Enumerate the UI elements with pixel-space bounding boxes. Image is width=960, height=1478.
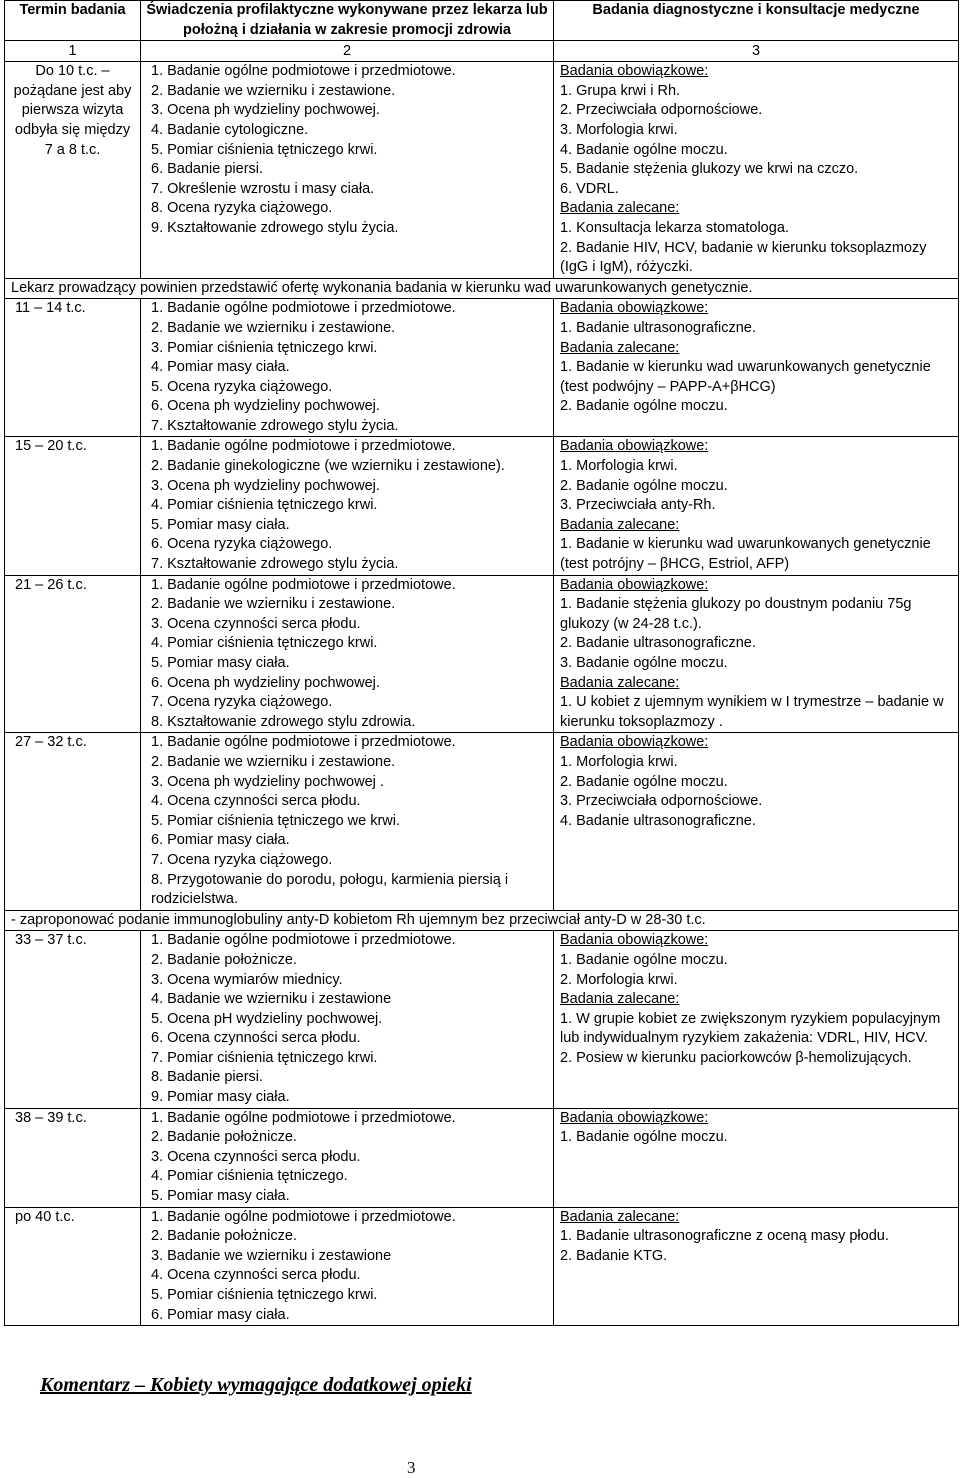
diagnostics-cell [554, 733, 959, 910]
diagnostic-item: 3. Morfologia krwi. [560, 121, 678, 138]
services-cell [141, 1108, 554, 1207]
service-item: 6. Pomiar masy ciała. [151, 832, 290, 849]
services-cell [141, 931, 554, 1108]
diagnostic-item: 1. Morfologia krwi. [560, 458, 678, 475]
diagnostic-item: 1. Badanie ogólne moczu. [560, 1129, 728, 1146]
diagnostics-heading: Badania obowiązkowe: [560, 300, 709, 317]
diagnostics-heading: Badania obowiązkowe: [560, 63, 709, 80]
diagnostics-heading: Badania zalecane: [560, 1208, 680, 1225]
diagnostic-item: 1. Konsultacja lekarza stomatologa. [560, 219, 789, 236]
service-item: 4. Pomiar ciśnienia tętniczego krwi. [151, 635, 378, 652]
diagnostics-heading: Badania zalecane: [560, 339, 680, 356]
table-body [5, 1, 959, 1326]
service-item: 5. Pomiar ciśnienia tętniczego we krwi. [151, 812, 401, 829]
diagnostics-heading: Badania obowiązkowe: [560, 438, 709, 455]
service-item: 2. Badanie ginekologiczne (we wzierniku i zestawione). [151, 458, 505, 475]
term-cell: po 40 t.c. [5, 1207, 141, 1326]
services-cell [141, 62, 554, 279]
header-diagnostics: Badania diagnostyczne i konsultacje medyczne [554, 1, 959, 41]
service-item: 1. Badanie ogólne podmiotowe i przedmiotowe. [151, 932, 456, 949]
diagnostic-item: 3. Przeciwciała anty-Rh. [560, 497, 716, 514]
service-item: 3. Pomiar ciśnienia tętniczego krwi. [151, 339, 378, 356]
service-item: 3. Ocena ph wydzieliny pochwowej. [151, 477, 380, 494]
service-item: 2. Badanie położnicze. [151, 951, 297, 968]
service-item: 1. Badanie ogólne podmiotowe i przedmiotowe. [151, 1109, 456, 1126]
table-row [5, 931, 959, 1108]
header-services: Świadczenia profilaktyczne wykonywane przez lekarza lub położną i działania w zakresie promocji zdrowia [141, 1, 554, 41]
service-item: 7. Kształtowanie zdrowego stylu życia. [151, 417, 399, 434]
diagnostic-item: 1. Badanie ultrasonograficzne. [560, 319, 756, 336]
diagnostics-cell [554, 931, 959, 1108]
diagnostic-item: 2. Badanie ultrasonograficzne. [560, 635, 756, 652]
service-item: 6. Ocena czynności serca płodu. [151, 1030, 361, 1047]
service-item: 2. Badanie we wzierniku i zestawione. [151, 82, 396, 99]
diagnostics-heading: Badania zalecane: [560, 674, 680, 691]
service-item: 5. Pomiar masy ciała. [151, 1188, 290, 1205]
service-item: 4. Ocena czynności serca płodu. [151, 1267, 361, 1284]
diagnostic-item: 1. U kobiet z ujemnym wynikiem w I trymestrze – badanie w kierunku toksoplazmozy . [560, 694, 944, 730]
diagnostic-item: 1. Badanie stężenia glukozy po doustnym podaniu 75g glukozy (w 24-28 t.c.). [560, 596, 912, 632]
diagnostic-item: 2. Badanie ogólne moczu. [560, 773, 728, 790]
service-item: 4. Ocena czynności serca płodu. [151, 793, 361, 810]
header-term: Termin badania [5, 1, 141, 41]
service-item: 1. Badanie ogólne podmiotowe i przedmiotowe. [151, 734, 456, 751]
diagnostic-item: 1. Badanie ultrasonograficzne z oceną masy płodu. [560, 1228, 889, 1245]
service-item: 4. Pomiar ciśnienia tętniczego krwi. [151, 497, 378, 514]
services-cell [141, 1207, 554, 1326]
diagnostics-heading: Badania zalecane: [560, 516, 680, 533]
service-item: 3. Ocena wymiarów miednicy. [151, 971, 343, 988]
prenatal-care-table [4, 0, 959, 1326]
service-item: 4. Badanie we wzierniku i zestawione [151, 991, 392, 1008]
service-item: 1. Badanie ogólne podmiotowe i przedmiotowe. [151, 438, 456, 455]
document-page [4, 0, 958, 1477]
column-number-2: 2 [141, 41, 554, 62]
service-item: 5. Pomiar masy ciała. [151, 655, 290, 671]
service-item: 5. Pomiar ciśnienia tętniczego krwi. [151, 141, 378, 158]
diagnostics-heading: Badania obowiązkowe: [560, 932, 709, 949]
diagnostic-item: 1. W grupie kobiet ze zwiększonym ryzykiem populacyjnym lub indywidualnym ryzykiem zakażenia: VDRL, HIV, HCV. [560, 1010, 941, 1047]
table-row [5, 575, 959, 733]
service-item: 6. Ocena ryzyka ciążowego. [151, 536, 333, 553]
service-item: 5. Pomiar ciśnienia tętniczego krwi. [151, 1287, 378, 1303]
service-item: 7. Ocena ryzyka ciążowego. [151, 851, 333, 868]
service-item: 2. Badanie we wzierniku i zestawione. [151, 596, 396, 613]
diagnostic-item: 2. Badanie ogólne moczu. [560, 398, 728, 415]
diagnostic-item: 1. Badanie ogólne moczu. [560, 951, 728, 968]
note-row [5, 278, 959, 299]
diagnostic-item: 2. Badanie KTG. [560, 1247, 668, 1264]
service-item: 2. Badanie położnicze. [151, 1228, 297, 1245]
comment-heading: Komentarz – Kobiety wymagające dodatkowej opieki [40, 1374, 472, 1396]
service-item: 6. Pomiar masy ciała. [151, 1306, 290, 1323]
term-cell: 21 – 26 t.c. [5, 575, 141, 733]
service-item: 1. Badanie ogólne podmiotowe i przedmiotowe. [151, 1208, 456, 1225]
table-row [5, 733, 959, 910]
note-row [5, 910, 959, 931]
service-item: 4. Badanie cytologiczne. [151, 121, 309, 138]
service-item: 2. Badanie we wzierniku i zestawione. [151, 753, 396, 770]
column-number-1: 1 [5, 41, 141, 62]
service-item: 3. Ocena czynności serca płodu. [151, 1148, 361, 1165]
service-item: 1. Badanie ogólne podmiotowe i przedmiotowe. [151, 300, 456, 317]
diagnostics-heading: Badania zalecane: [560, 991, 680, 1008]
term-cell: 38 – 39 t.c. [5, 1108, 141, 1207]
service-item: 5. Pomiar masy ciała. [151, 516, 290, 533]
column-number-row [5, 41, 959, 62]
service-item: 8. Badanie piersi. [151, 1069, 264, 1086]
diagnostics-cell [554, 299, 959, 437]
note-text: - zaproponować podanie immunoglobuliny anty-D kobietom Rh ujemnym bez przeciwciał anty-D w 28-30 t.c. [5, 910, 959, 931]
service-item: 3. Ocena czynności serca płodu. [151, 615, 361, 632]
diagnostic-item: 2. Przeciwciała odpornościowe. [560, 102, 763, 119]
service-item: 8. Przygotowanie do porodu, połogu, karmienia piersią i rodzicielstwa. [151, 871, 509, 908]
service-item: 3. Ocena ph wydzieliny pochwowej . [151, 773, 384, 790]
service-item: 9. Pomiar masy ciała. [151, 1089, 290, 1106]
diagnostic-item: 3. Przeciwciała odpornościowe. [560, 793, 763, 810]
service-item: 5. Ocena pH wydzieliny pochwowej. [151, 1010, 383, 1027]
diagnostics-cell [554, 437, 959, 575]
service-item: 8. Kształtowanie zdrowego stylu zdrowia. [151, 713, 416, 730]
diagnostics-cell [554, 62, 959, 279]
table-row [5, 1207, 959, 1326]
diagnostic-item: 5. Badanie stężenia glukozy we krwi na czczo. [560, 161, 859, 178]
services-cell [141, 575, 554, 733]
service-item: 4. Pomiar masy ciała. [151, 359, 290, 376]
service-item: 7. Pomiar ciśnienia tętniczego krwi. [151, 1049, 378, 1066]
service-item: 9. Kształtowanie zdrowego stylu życia. [151, 219, 399, 236]
diagnostics-heading: Badania obowiązkowe: [560, 576, 709, 593]
diagnostic-item: 2. Badanie ogólne moczu. [560, 477, 728, 494]
diagnostic-item: 3. Badanie ogólne moczu. [560, 655, 728, 671]
diagnostic-item: 1. Badanie w kierunku wad uwarunkowanych genetycznie (test podwójny – PAPP-A+βHCG) [560, 359, 931, 395]
term-cell: 33 – 37 t.c. [5, 931, 141, 1108]
diagnostic-item: 2. Posiew w kierunku paciorkowców β-hemolizujących. [560, 1049, 912, 1066]
diagnostics-heading: Badania obowiązkowe: [560, 1109, 709, 1126]
term-cell: 15 – 20 t.c. [5, 437, 141, 575]
table-row [5, 62, 959, 279]
diagnostic-item: 1. Grupa krwi i Rh. [560, 82, 681, 99]
page-number: 3 [407, 1458, 416, 1477]
diagnostic-item: 6. VDRL. [560, 180, 619, 197]
table-row [5, 1108, 959, 1207]
service-item: 1. Badanie ogólne podmiotowe i przedmiotowe. [151, 576, 456, 593]
term-cell: Do 10 t.c. – pożądane jest aby pierwsza wizyta odbyła się między 7 a 8 t.c. [5, 62, 141, 279]
service-item: 6. Badanie piersi. [151, 161, 264, 178]
services-cell [141, 733, 554, 910]
service-item: 5. Ocena ryzyka ciążowego. [151, 378, 333, 395]
service-item: 6. Ocena ph wydzieliny pochwowej. [151, 398, 380, 415]
diagnostic-item: 1. Morfologia krwi. [560, 753, 678, 770]
diagnostic-item: 2. Morfologia krwi. [560, 971, 678, 988]
service-item: 2. Badanie położnicze. [151, 1129, 297, 1146]
term-cell: 27 – 32 t.c. [5, 733, 141, 910]
header-row [5, 1, 959, 41]
diagnostics-heading: Badania zalecane: [560, 200, 680, 217]
service-item: 7. Kształtowanie zdrowego stylu życia. [151, 556, 399, 573]
service-item: 7. Określenie wzrostu i masy ciała. [151, 180, 375, 197]
column-number-3: 3 [554, 41, 959, 62]
service-item: 1. Badanie ogólne podmiotowe i przedmiotowe. [151, 63, 456, 80]
service-item: 8. Ocena ryzyka ciążowego. [151, 200, 333, 217]
diagnostic-item: 4. Badanie ultrasonograficzne. [560, 812, 756, 829]
diagnostic-item: 1. Badanie w kierunku wad uwarunkowanych genetycznie (test potrójny – βHCG, Estriol, AFP) [560, 536, 931, 573]
diagnostics-cell [554, 1108, 959, 1207]
table-row [5, 437, 959, 575]
service-item: 3. Badanie we wzierniku i zestawione [151, 1247, 392, 1264]
service-item: 6. Ocena ph wydzieliny pochwowej. [151, 674, 380, 691]
diagnostics-heading: Badania obowiązkowe: [560, 734, 709, 751]
diagnostic-item: 2. Badanie HIV, HCV, badanie w kierunku toksoplazmozy (IgG i IgM), różyczki. [560, 239, 927, 276]
service-item: 7. Ocena ryzyka ciążowego. [151, 694, 333, 711]
diagnostic-item: 4. Badanie ogólne moczu. [560, 141, 728, 158]
note-text: Lekarz prowadzący powinien przedstawić ofertę wykonania badania w kierunku wad uwarunkowanych genetycznie. [5, 278, 959, 299]
services-cell [141, 437, 554, 575]
services-cell [141, 299, 554, 437]
table-row [5, 299, 959, 437]
diagnostics-cell [554, 1207, 959, 1326]
diagnostics-cell [554, 575, 959, 733]
term-cell: 11 – 14 t.c. [5, 299, 141, 437]
service-item: 2. Badanie we wzierniku i zestawione. [151, 319, 396, 336]
service-item: 3. Ocena ph wydzieliny pochwowej. [151, 102, 380, 119]
service-item: 4. Pomiar ciśnienia tętniczego. [151, 1168, 348, 1185]
